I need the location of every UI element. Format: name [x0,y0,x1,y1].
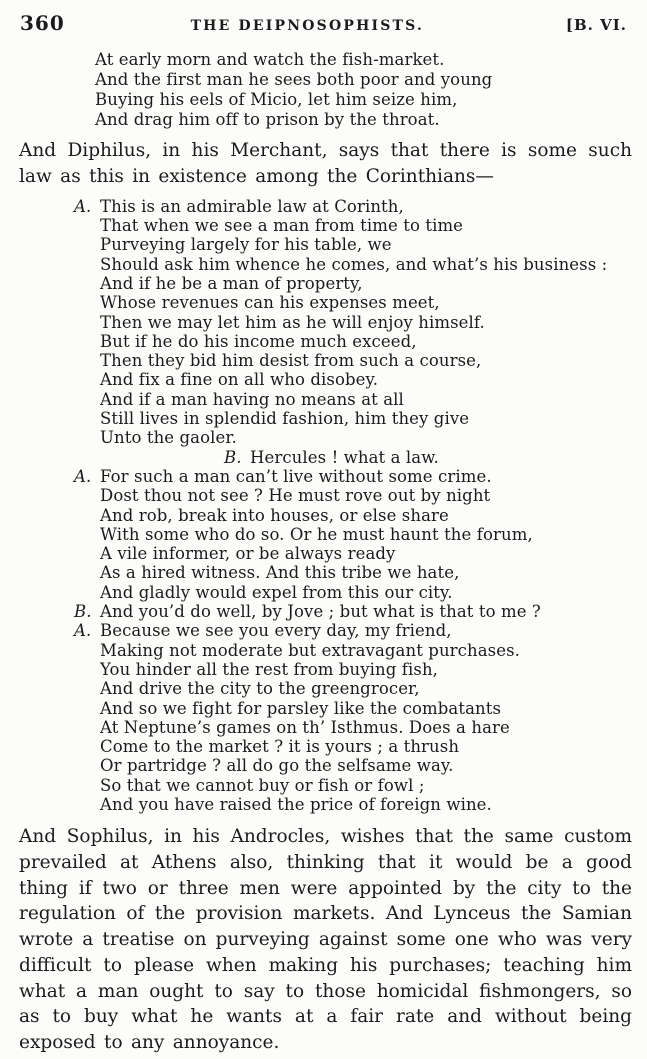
verse-line-text: Then we may let him as he will enjoy himself. [100,312,485,332]
verse-line [100,351,647,370]
verse-line [100,313,647,332]
verse-line-text: At Neptune’s games on th’ Isthmus. Does a hare [100,717,510,737]
verse-line [95,90,647,110]
verse-line-text: And you’d do well, by Jove ; but what is that to me ? [100,602,541,622]
verse-line [100,795,647,814]
verse-line-text: For such a man can’t live without some crime. [100,466,492,486]
verse-line-text: So that we cannot buy or fish or fowl ; [100,775,425,795]
speaker-label: A. [74,621,92,641]
verse-line [74,196,647,216]
verse-line-text: Dost thou not see ? He must rove out by night [100,486,491,506]
verse-line [100,332,647,351]
verse-line [100,583,647,602]
verse-line-text: But if he do his income much exceed, [100,331,417,351]
verse-line-text: Purveying largely for his table, we [100,235,392,255]
verse-line [100,293,647,312]
verse-line [100,390,647,409]
verse-line [100,641,647,660]
speaker-label: B. [74,602,92,622]
page-number: 360 [20,11,65,35]
verse-line [95,70,647,90]
verse-line-text: And gladly would expel from this our city. [100,582,453,602]
verse-line [100,274,647,293]
book-volume-reference: [B. VI. [565,16,627,34]
prose-paragraph-sophilus: And Sophilus, in his Androcles, wishes that the same custom prevailed at Athens also, thinking that it would be a good thing if two or three men were appointed by the city to the regulation of the provision markets. And Lynceus the Samian wrote a treatise on purveying against some one who was very difficult to please when making his purchases; teaching him what a man ought to say to those homicidal fishmongers, so as to buy what he wants at a fair rate and without being exposed to any annoyance. [19,826,632,1053]
verse-line [100,679,647,698]
verse-quote-corinth-law [74,196,647,815]
verse-line-text: You hinder all the rest from buying fish, [100,659,439,679]
verse-line [95,50,647,70]
verse-line-text: Then they bid him desist from such a course, [100,351,482,371]
verse-line-text: Should ask him whence he comes, and what’s his business : [100,254,608,274]
verse-line [100,563,647,582]
verse-line [224,447,647,467]
verse-line-text: And drive the city to the greengrocer, [100,679,420,699]
speaker-label: B. [224,447,242,467]
verse-line-text: Making not moderate but extravagant purchases. [100,640,521,660]
verse-line [100,216,647,235]
verse-line-text: And fix a fine on all who disobey. [100,370,379,390]
verse-line-text: Or partridge ? all do go the selfsame way. [100,756,454,776]
verse-line [100,544,647,563]
verse-line [100,756,647,775]
running-title: THE DEIPNOSOPHISTS. [190,18,425,34]
verse-line [100,718,647,737]
verse-line-text: And drag him off to prison by the throat. [95,110,440,129]
speaker-label: A. [74,196,92,216]
verse-line-text: Because we see you every day, my friend, [100,621,452,641]
prose-paragraph-diphilus: And Diphilus, in his Merchant, says that there is some such law as this in existence among the Corinthians— [19,140,632,188]
verse-line [100,506,647,525]
verse-line [74,466,647,486]
verse-line-text: And rob, break into houses, or else share [100,505,449,525]
verse-line [100,525,647,544]
verse-line [95,110,647,130]
verse-line [74,621,647,641]
verse-line [100,235,647,254]
verse-quote-fishmarket [95,50,647,130]
verse-line-text: Hercules ! what a law. [250,447,439,467]
verse-line [100,428,647,447]
verse-line [100,776,647,795]
verse-line [100,255,647,274]
verse-line [74,602,647,622]
verse-line-text: Still lives in splendid fashion, him they give [100,409,470,429]
verse-line-text: At early morn and watch the fish-market. [95,50,445,69]
page-header [0,0,647,35]
verse-line-text: With some who do so. Or he must haunt the forum, [100,524,533,544]
verse-line [100,660,647,679]
verse-line-text: As a hired witness. And this tribe we hate, [100,563,460,583]
verse-line-text: Come to the market ? it is yours ; a thrush [100,737,460,757]
verse-line [100,409,647,428]
verse-line-text: A vile informer, or be always ready [100,544,396,564]
verse-line-text: This is an admirable law at Corinth, [100,196,404,216]
verse-line-text: And so we fight for parsley like the combatants [100,698,502,718]
verse-line [100,370,647,389]
verse-line-text: That when we see a man from time to time [100,216,464,236]
verse-line-text: And if he be a man of property, [100,274,363,293]
verse-line [100,486,647,505]
verse-line-text: And the first man he sees both poor and young [95,70,493,89]
speaker-label: A. [74,466,92,486]
verse-line-text: And if a man having no means at all [100,389,404,409]
verse-line-text: Unto the gaoler. [100,428,237,448]
verse-line-text: Whose revenues can his expenses meet, [100,293,440,313]
verse-line-text: And you have raised the price of foreign wine. [100,795,492,815]
verse-line [100,699,647,718]
verse-line-text: Buying his eels of Micio, let him seize him, [95,90,458,109]
verse-line [100,737,647,756]
